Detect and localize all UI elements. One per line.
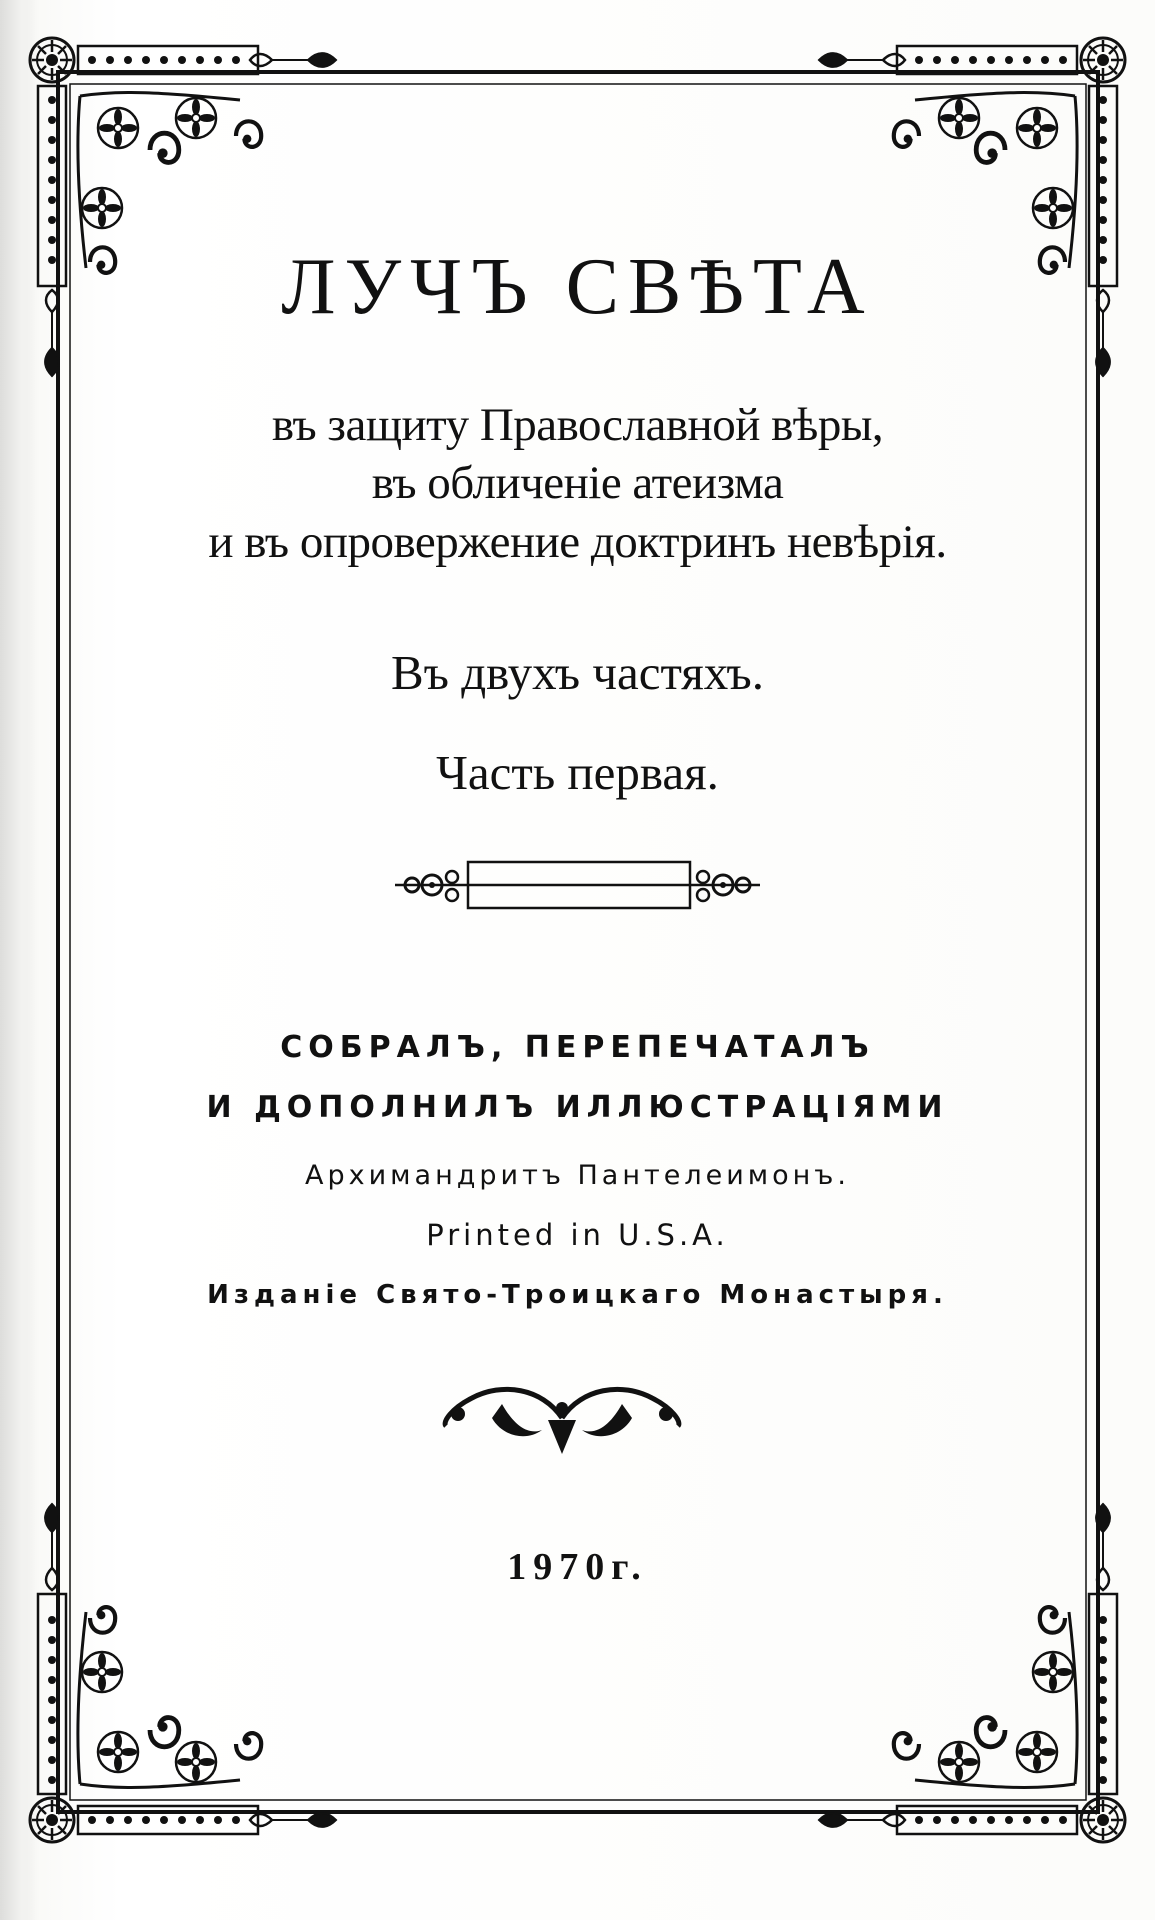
book-title: ЛУЧЪ СВѢТА	[281, 243, 874, 331]
part-label: Часть первая.	[436, 745, 719, 800]
printed-in: Printed in U.S.A.	[426, 1218, 729, 1252]
subtitle-line-3: и въ опровержение доктринъ невѣрiя.	[208, 516, 947, 568]
fleuron-icon	[445, 1389, 679, 1454]
subtitle-line-2: въ обличенiе атеизма	[371, 457, 784, 509]
parts-note: Въ двухъ частяхъ.	[390, 645, 765, 700]
scroll-divider-icon	[395, 862, 760, 908]
author-name: Архимандритъ Пантелеимонъ.	[305, 1160, 850, 1191]
compiler-line-2: И ДОПОЛНИЛЪ ИЛЛЮСТРАЦIЯМИ	[206, 1090, 949, 1125]
publication-year: 1970г.	[507, 1546, 648, 1588]
publisher-line: Изданiе Свято-Троицкаго Монастыря.	[207, 1280, 948, 1310]
compiler-line-1: СОБРАЛЪ, ПЕРЕПЕЧАТАЛЪ	[280, 1030, 875, 1065]
subtitle-line-1: въ защиту Православной вѣры,	[271, 399, 884, 451]
